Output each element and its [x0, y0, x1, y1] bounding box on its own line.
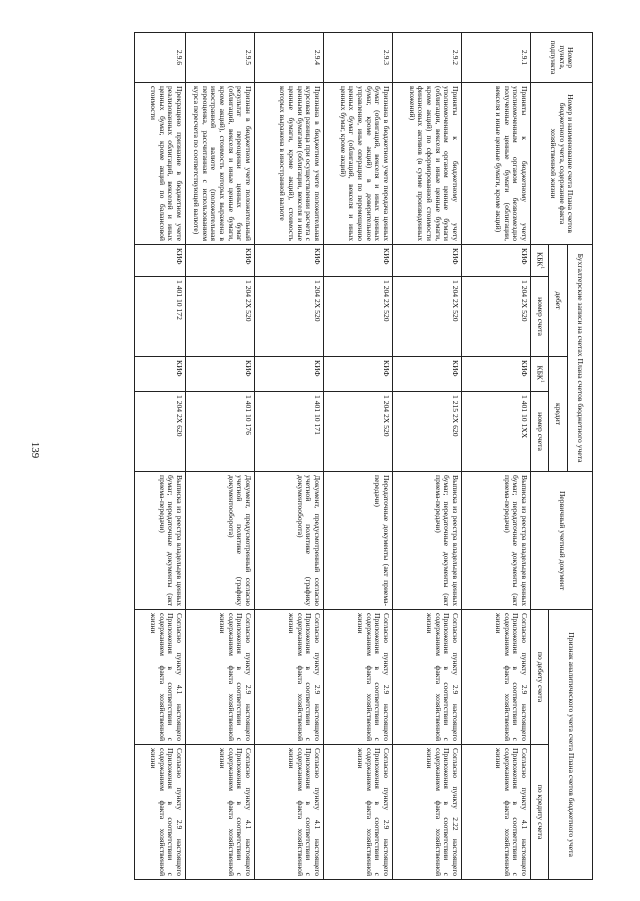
account-debit: 1 204 2Х 520: [186, 277, 255, 357]
primary-document: Документ, предусмотренный согласно учетной политике (графику документооборота): [255, 472, 324, 610]
row-number: 2.9.2: [393, 33, 462, 83]
row-description: Прекращено признание в бюджетном учете реализованных облигаций, векселей и иных ценных бумаг, кроме акций по балансовой стоимости: [135, 83, 186, 245]
row-description: Признан в бюджетном учете положительный результат переоценки ценных бумаг (облигаций, векселя и иные ценные бумаги, кроме акций), стоимость которых выражена в иностранной валюте (положительная переоценка, рассчитанная с использованием курса пересчета по соответствующей валюте): [186, 83, 255, 245]
header-debit: дебет: [549, 245, 568, 357]
account-debit: 1 204 2Х 520: [255, 277, 324, 357]
table-row: [324, 33, 393, 880]
analytical-debit: Согласно пункту 2.9 настоящего Приложения в соответствии с содержанием факта хозяйственной жизни: [186, 610, 255, 745]
primary-document: Выписка из реестра владельцев ценных бумаг; передаточные документы (акт приема-передачи): [135, 472, 186, 610]
header-by-debit: по дебету счета: [531, 610, 549, 745]
analytical-debit: Согласно пункту 2.9 настоящего Приложения в соответствии с содержанием факта хозяйственной жизни: [324, 610, 393, 745]
account-credit: 1 204 2Х 520: [324, 392, 393, 472]
row-number: 2.9.1: [462, 33, 531, 83]
header-kbk-debit: КБК$^1$: [531, 245, 549, 277]
row-number: 2.9.5: [186, 33, 255, 83]
kbk-credit: КИФ: [186, 357, 255, 392]
row-number: 2.9.4: [255, 33, 324, 83]
kbk-debit: КИФ: [186, 245, 255, 277]
header-kbk-credit: КБК$^1$: [531, 357, 549, 392]
kbk-credit: КИФ: [135, 357, 186, 392]
table-row: [462, 33, 531, 880]
account-credit: 1 204 2Х 620: [135, 392, 186, 472]
table-row: [255, 33, 324, 880]
table-row: [186, 33, 255, 880]
header-analytical-attribute: Признак аналитического учета счета Плана счетов бюджетного учета: [549, 610, 593, 880]
primary-document: Документ, предусмотренный согласно учетной политике (графику документооборота): [186, 472, 255, 610]
kbk-credit: КИФ: [255, 357, 324, 392]
account-debit: 1 204 2Х 520: [393, 277, 462, 357]
row-description: Приняты к бюджетному учету уполномоченным органом ценные бумаги (облигации, векселя и иные ценные бумаги, кроме акций) по сформированной стоимости финансовых активов (в сумме произведенных вложений): [393, 83, 462, 245]
kbk-debit: КИФ: [255, 245, 324, 277]
row-description: Приняты к бюджетному учету уполномоченным органом безвозмездно полученные ценные бумаги (облигации, векселя и иные ценные бумаги, кроме акций): [462, 83, 531, 245]
row-description: Признана в бюджетном учете положительная курсовая разница при осуществлении расчета с ценными бумагами (облигации, векселя и иные ценные бумаги, кроме акций), стоимость которых выражена в иностранной валюте: [255, 83, 324, 245]
header-account-name: Номер и наименование счета Плана счетов бюджетного учета, содержание факта хозяйственной жизни: [531, 83, 593, 245]
analytical-debit: Согласно пункту 2.9 настоящего Приложения в соответствии с содержанием факта хозяйственной жизни: [462, 610, 531, 745]
analytical-debit: Согласно пункту 2.9 настоящего Приложения в соответствии с содержанием факта хозяйственной жизни: [255, 610, 324, 745]
header-accounting-entries: Бухгалтерские записи на счетах Плана счетов бюджетного учета: [568, 245, 593, 472]
account-debit: 1 401 10 172: [135, 277, 186, 357]
primary-document: Выписка из реестра владельцев ценных бумаг; передаточные документы (акт приема-передачи): [393, 472, 462, 610]
analytical-credit: Согласно пункту 2.22 настоящего Приложения в соответствии с содержанием факта хозяйственной жизни: [393, 745, 462, 880]
kbk-debit: КИФ: [324, 245, 393, 277]
account-credit: 1 401 10 176: [186, 392, 255, 472]
rotated-table-container: [48, 32, 593, 879]
account-credit: 1 215 2Х 620: [393, 392, 462, 472]
kbk-debit: КИФ: [462, 245, 531, 277]
analytical-credit: Согласно пункту 2.9 настоящего Приложения в соответствии с содержанием факта хозяйственной жизни: [324, 745, 393, 880]
table-row: [393, 33, 462, 880]
account-debit: 1 204 2Х 520: [324, 277, 393, 357]
kbk-debit: КИФ: [393, 245, 462, 277]
analytical-credit: Согласно пункту 2.9 настоящего Приложения в соответствии с содержанием факта хозяйственной жизни: [135, 745, 186, 880]
analytical-credit: Согласно пункту 4.1 настоящего Приложения в соответствии с содержанием факта хозяйственной жизни: [186, 745, 255, 880]
page-number: 139: [29, 441, 41, 459]
kbk-credit: КИФ: [324, 357, 393, 392]
header-by-credit: по кредиту счета: [531, 745, 549, 880]
analytical-debit: Согласно пункту 4.1 настоящего Приложения в соответствии с содержанием факта хозяйственной жизни: [135, 610, 186, 745]
header-credit: кредит: [549, 357, 568, 472]
row-number: 2.9.6: [135, 33, 186, 83]
row-number: 2.9.3: [324, 33, 393, 83]
analytical-debit: Согласно пункту 2.9 настоящего Приложения в соответствии с содержанием факта хозяйственной жизни: [393, 610, 462, 745]
primary-document: Выписка из реестра владельцев ценных бумаг; передаточные документы (акт приема-передачи): [462, 472, 531, 610]
accounting-entries-table: [134, 32, 593, 880]
account-credit: 1 401 10 1ХХ: [462, 392, 531, 472]
kbk-credit: КИФ: [393, 357, 462, 392]
analytical-credit: Согласно пункту 4.1 настоящего Приложения в соответствии с содержанием факта хозяйственной жизни: [255, 745, 324, 880]
header-primary-document: Первичный учетный документ: [531, 472, 593, 610]
header-account-number-credit: номер счета: [531, 392, 549, 472]
row-description: Признана в бюджетном учете передача ценных бумаг (облигаций, векселя и иных ценных бумаг, кроме акций) в доверительное управление, иные операции по перемещению ценных бумаг (облигаций, векселя и иных ценных бумаг, кроме акций): [324, 83, 393, 245]
kbk-debit: КИФ: [135, 245, 186, 277]
header-row-number: Номер пункта, подпункта: [531, 33, 593, 83]
kbk-credit: КИФ: [462, 357, 531, 392]
table-row: [135, 33, 186, 880]
primary-document: Передаточные документы (акт приема-передачи): [324, 472, 393, 610]
account-credit: 1 401 10 171: [255, 392, 324, 472]
account-debit: 1 204 2Х 520: [462, 277, 531, 357]
header-account-number-debit: номер счета: [531, 277, 549, 357]
analytical-credit: Согласно пункту 4.1 настоящего Приложения в соответствии с содержанием факта хозяйственной жизни: [462, 745, 531, 880]
